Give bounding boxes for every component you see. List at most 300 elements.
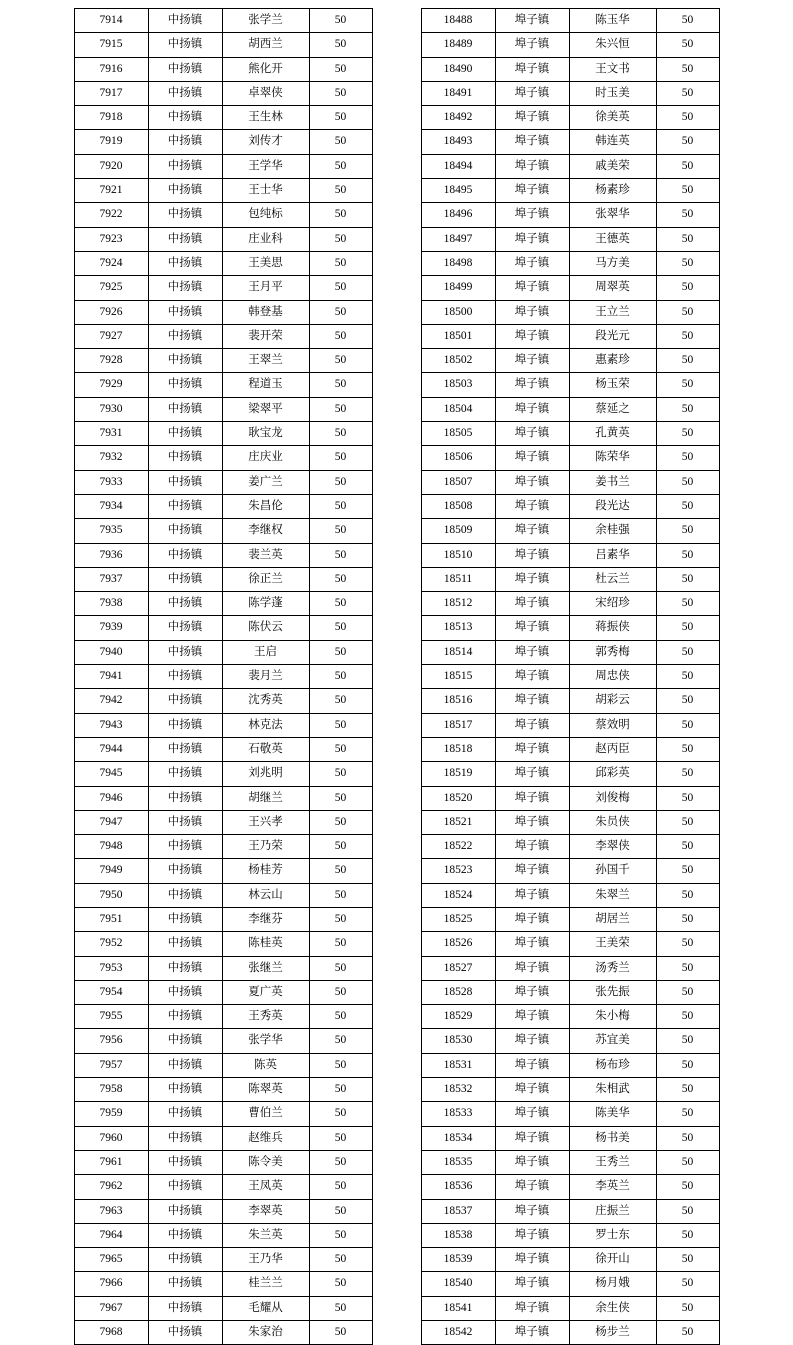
cell-name: 周忠侠 (569, 665, 656, 689)
cell-amount: 50 (656, 762, 719, 786)
table-row (421, 251, 719, 275)
cell-amount: 50 (656, 932, 719, 956)
cell-amount: 50 (656, 422, 719, 446)
cell-name: 包纯标 (222, 203, 309, 227)
cell-amount: 50 (309, 1053, 372, 1077)
cell-town: 埠子镇 (495, 1175, 569, 1199)
cell-town: 中扬镇 (148, 762, 222, 786)
cell-name: 王翠兰 (222, 349, 309, 373)
cell-amount: 50 (656, 543, 719, 567)
table-row (421, 519, 719, 543)
table-row (421, 203, 719, 227)
cell-amount: 50 (309, 1272, 372, 1296)
cell-town: 埠子镇 (495, 616, 569, 640)
cell-name: 朱员侠 (569, 810, 656, 834)
cell-id: 18497 (421, 227, 495, 251)
table-row (421, 470, 719, 494)
cell-town: 中扬镇 (148, 1199, 222, 1223)
cell-id: 18510 (421, 543, 495, 567)
cell-name: 裴兰英 (222, 543, 309, 567)
cell-town: 埠子镇 (495, 1078, 569, 1102)
cell-id: 7957 (74, 1053, 148, 1077)
table-row (74, 397, 372, 421)
cell-town: 埠子镇 (495, 349, 569, 373)
cell-town: 埠子镇 (495, 106, 569, 130)
cell-amount: 50 (656, 1126, 719, 1150)
cell-name: 庄业科 (222, 227, 309, 251)
cell-name: 陈玉华 (569, 9, 656, 33)
cell-amount: 50 (656, 446, 719, 470)
cell-name: 庄庆业 (222, 446, 309, 470)
cell-amount: 50 (309, 567, 372, 591)
cell-name: 李继芬 (222, 907, 309, 931)
cell-amount: 50 (656, 835, 719, 859)
cell-id: 7959 (74, 1102, 148, 1126)
cell-name: 杨步兰 (569, 1321, 656, 1345)
table-row (74, 956, 372, 980)
table-row (421, 1150, 719, 1174)
cell-amount: 50 (656, 494, 719, 518)
cell-id: 7967 (74, 1296, 148, 1320)
cell-amount: 50 (309, 616, 372, 640)
cell-amount: 50 (656, 1029, 719, 1053)
cell-town: 埠子镇 (495, 592, 569, 616)
cell-town: 中扬镇 (148, 300, 222, 324)
table-row (74, 1248, 372, 1272)
cell-amount: 50 (309, 1248, 372, 1272)
cell-town: 中扬镇 (148, 1102, 222, 1126)
cell-town: 埠子镇 (495, 980, 569, 1004)
table-row (421, 9, 719, 33)
cell-id: 18514 (421, 640, 495, 664)
cell-town: 中扬镇 (148, 713, 222, 737)
cell-town: 中扬镇 (148, 1223, 222, 1247)
cell-id: 7930 (74, 397, 148, 421)
table-row (421, 1248, 719, 1272)
table-row (421, 373, 719, 397)
cell-name: 王乃荣 (222, 835, 309, 859)
cell-id: 7942 (74, 689, 148, 713)
cell-id: 7915 (74, 33, 148, 57)
cell-id: 18525 (421, 907, 495, 931)
cell-name: 李继权 (222, 519, 309, 543)
table-row (421, 1199, 719, 1223)
table-row (74, 859, 372, 883)
cell-town: 埠子镇 (495, 1199, 569, 1223)
cell-amount: 50 (656, 1296, 719, 1320)
cell-name: 王立兰 (569, 300, 656, 324)
cell-amount: 50 (656, 665, 719, 689)
cell-amount: 50 (309, 1199, 372, 1223)
cell-town: 埠子镇 (495, 1005, 569, 1029)
cell-amount: 50 (309, 980, 372, 1004)
table-row (421, 640, 719, 664)
cell-id: 7940 (74, 640, 148, 664)
table-row (74, 130, 372, 154)
cell-town: 埠子镇 (495, 324, 569, 348)
table-row (421, 883, 719, 907)
cell-id: 18493 (421, 130, 495, 154)
cell-town: 埠子镇 (495, 300, 569, 324)
right-data-table (421, 8, 720, 1345)
cell-town: 中扬镇 (148, 810, 222, 834)
cell-amount: 50 (656, 1248, 719, 1272)
cell-id: 7914 (74, 9, 148, 33)
cell-name: 桂兰兰 (222, 1272, 309, 1296)
cell-town: 埠子镇 (495, 1053, 569, 1077)
cell-id: 18524 (421, 883, 495, 907)
table-row (74, 33, 372, 57)
cell-id: 7936 (74, 543, 148, 567)
cell-town: 埠子镇 (495, 835, 569, 859)
cell-town: 埠子镇 (495, 1102, 569, 1126)
cell-town: 埠子镇 (495, 397, 569, 421)
cell-town: 中扬镇 (148, 1150, 222, 1174)
cell-id: 18495 (421, 179, 495, 203)
cell-town: 埠子镇 (495, 810, 569, 834)
cell-name: 王美荣 (569, 932, 656, 956)
cell-name: 庄振兰 (569, 1199, 656, 1223)
cell-name: 杜云兰 (569, 567, 656, 591)
cell-id: 7929 (74, 373, 148, 397)
table-row (421, 33, 719, 57)
cell-name: 韩连英 (569, 130, 656, 154)
cell-id: 18533 (421, 1102, 495, 1126)
cell-town: 中扬镇 (148, 106, 222, 130)
cell-town: 埠子镇 (495, 689, 569, 713)
table-row (74, 349, 372, 373)
cell-amount: 50 (309, 57, 372, 81)
cell-name: 裴开荣 (222, 324, 309, 348)
cell-town: 中扬镇 (148, 1029, 222, 1053)
cell-id: 18521 (421, 810, 495, 834)
cell-name: 徐正兰 (222, 567, 309, 591)
cell-id: 18527 (421, 956, 495, 980)
cell-amount: 50 (309, 300, 372, 324)
cell-name: 蒋振侠 (569, 616, 656, 640)
cell-name: 刘俊梅 (569, 786, 656, 810)
cell-name: 罗士东 (569, 1223, 656, 1247)
cell-amount: 50 (656, 57, 719, 81)
cell-amount: 50 (309, 1126, 372, 1150)
table-row (74, 81, 372, 105)
cell-amount: 50 (309, 446, 372, 470)
cell-town: 埠子镇 (495, 1223, 569, 1247)
cell-id: 18518 (421, 737, 495, 761)
cell-id: 18515 (421, 665, 495, 689)
cell-name: 赵维兵 (222, 1126, 309, 1150)
cell-name: 戚美荣 (569, 154, 656, 178)
cell-id: 7952 (74, 932, 148, 956)
cell-name: 朱相武 (569, 1078, 656, 1102)
table-row (421, 81, 719, 105)
table-row (421, 786, 719, 810)
cell-amount: 50 (309, 786, 372, 810)
cell-amount: 50 (656, 33, 719, 57)
table-row (421, 57, 719, 81)
table-row (421, 1005, 719, 1029)
cell-name: 杨玉荣 (569, 373, 656, 397)
cell-name: 汤秀兰 (569, 956, 656, 980)
cell-amount: 50 (656, 373, 719, 397)
table-row (74, 1102, 372, 1126)
table-row (74, 251, 372, 275)
cell-amount: 50 (656, 616, 719, 640)
cell-id: 18534 (421, 1126, 495, 1150)
cell-amount: 50 (309, 373, 372, 397)
cell-name: 陈荣华 (569, 446, 656, 470)
cell-id: 7948 (74, 835, 148, 859)
cell-name: 马方美 (569, 251, 656, 275)
cell-town: 中扬镇 (148, 1175, 222, 1199)
cell-town: 中扬镇 (148, 9, 222, 33)
cell-amount: 50 (656, 1175, 719, 1199)
cell-name: 朱小梅 (569, 1005, 656, 1029)
table-row (74, 203, 372, 227)
cell-id: 7950 (74, 883, 148, 907)
cell-amount: 50 (656, 980, 719, 1004)
cell-town: 埠子镇 (495, 907, 569, 931)
table-row (421, 1175, 719, 1199)
table-row (74, 57, 372, 81)
cell-town: 埠子镇 (495, 1150, 569, 1174)
cell-town: 中扬镇 (148, 835, 222, 859)
cell-amount: 50 (309, 1029, 372, 1053)
cell-town: 中扬镇 (148, 1126, 222, 1150)
cell-id: 18488 (421, 9, 495, 33)
cell-id: 18502 (421, 349, 495, 373)
cell-amount: 50 (309, 1321, 372, 1345)
cell-name: 张学兰 (222, 9, 309, 33)
cell-id: 7958 (74, 1078, 148, 1102)
cell-id: 7920 (74, 154, 148, 178)
cell-id: 7917 (74, 81, 148, 105)
cell-amount: 50 (656, 227, 719, 251)
cell-amount: 50 (309, 519, 372, 543)
table-row (421, 859, 719, 883)
cell-town: 中扬镇 (148, 130, 222, 154)
table-row (421, 1223, 719, 1247)
cell-id: 7926 (74, 300, 148, 324)
cell-name: 赵丙臣 (569, 737, 656, 761)
table-row (74, 980, 372, 1004)
cell-id: 7934 (74, 494, 148, 518)
cell-town: 中扬镇 (148, 1005, 222, 1029)
cell-town: 埠子镇 (495, 154, 569, 178)
cell-id: 7927 (74, 324, 148, 348)
table-row (421, 446, 719, 470)
cell-name: 陈伏云 (222, 616, 309, 640)
cell-amount: 50 (309, 9, 372, 33)
cell-name: 王学华 (222, 154, 309, 178)
cell-name: 王秀英 (222, 1005, 309, 1029)
cell-id: 7941 (74, 665, 148, 689)
cell-id: 7924 (74, 251, 148, 275)
cell-amount: 50 (309, 1078, 372, 1102)
cell-name: 夏广英 (222, 980, 309, 1004)
cell-name: 陈桂英 (222, 932, 309, 956)
cell-town: 埠子镇 (495, 203, 569, 227)
cell-town: 中扬镇 (148, 1248, 222, 1272)
cell-name: 胡继兰 (222, 786, 309, 810)
cell-id: 7922 (74, 203, 148, 227)
cell-id: 7949 (74, 859, 148, 883)
cell-name: 杨桂芳 (222, 859, 309, 883)
table-row (421, 300, 719, 324)
cell-town: 中扬镇 (148, 1296, 222, 1320)
cell-id: 18491 (421, 81, 495, 105)
cell-town: 埠子镇 (495, 786, 569, 810)
cell-id: 18528 (421, 980, 495, 1004)
table-row (74, 446, 372, 470)
table-row (421, 1053, 719, 1077)
cell-id: 18506 (421, 446, 495, 470)
cell-id: 18512 (421, 592, 495, 616)
cell-name: 张继兰 (222, 956, 309, 980)
cell-amount: 50 (656, 640, 719, 664)
table-row (421, 422, 719, 446)
table-row (74, 786, 372, 810)
table-row (74, 810, 372, 834)
cell-town: 中扬镇 (148, 179, 222, 203)
cell-id: 18522 (421, 835, 495, 859)
cell-id: 18537 (421, 1199, 495, 1223)
cell-name: 蔡效明 (569, 713, 656, 737)
cell-amount: 50 (309, 665, 372, 689)
cell-town: 埠子镇 (495, 81, 569, 105)
cell-amount: 50 (309, 1005, 372, 1029)
table-row (421, 737, 719, 761)
table-row (421, 1102, 719, 1126)
cell-amount: 50 (656, 324, 719, 348)
cell-name: 杨月娥 (569, 1272, 656, 1296)
cell-town: 埠子镇 (495, 883, 569, 907)
cell-amount: 50 (656, 1102, 719, 1126)
cell-town: 中扬镇 (148, 689, 222, 713)
cell-town: 中扬镇 (148, 859, 222, 883)
cell-town: 埠子镇 (495, 422, 569, 446)
table-row (421, 1272, 719, 1296)
cell-town: 埠子镇 (495, 1321, 569, 1345)
cell-town: 埠子镇 (495, 567, 569, 591)
cell-name: 徐开山 (569, 1248, 656, 1272)
cell-id: 18501 (421, 324, 495, 348)
cell-id: 7966 (74, 1272, 148, 1296)
cell-id: 7923 (74, 227, 148, 251)
cell-amount: 50 (656, 883, 719, 907)
cell-name: 李翠英 (222, 1199, 309, 1223)
table-row (74, 324, 372, 348)
cell-id: 18540 (421, 1272, 495, 1296)
cell-amount: 50 (656, 1199, 719, 1223)
table-row (421, 349, 719, 373)
cell-id: 18519 (421, 762, 495, 786)
cell-name: 王文书 (569, 57, 656, 81)
cell-town: 埠子镇 (495, 543, 569, 567)
cell-town: 埠子镇 (495, 665, 569, 689)
cell-town: 中扬镇 (148, 640, 222, 664)
cell-name: 余生侠 (569, 1296, 656, 1320)
cell-town: 埠子镇 (495, 737, 569, 761)
table-row (421, 810, 719, 834)
table-row (74, 567, 372, 591)
cell-id: 7953 (74, 956, 148, 980)
table-row (421, 762, 719, 786)
table-row (74, 1150, 372, 1174)
cell-name: 曹伯兰 (222, 1102, 309, 1126)
cell-id: 18538 (421, 1223, 495, 1247)
cell-amount: 50 (656, 276, 719, 300)
cell-town: 埠子镇 (495, 713, 569, 737)
cell-amount: 50 (656, 130, 719, 154)
cell-id: 18500 (421, 300, 495, 324)
cell-amount: 50 (656, 1053, 719, 1077)
table-row (421, 494, 719, 518)
cell-amount: 50 (656, 300, 719, 324)
table-row (74, 543, 372, 567)
cell-name: 杨布珍 (569, 1053, 656, 1077)
cell-id: 7939 (74, 616, 148, 640)
cell-amount: 50 (309, 130, 372, 154)
cell-amount: 50 (309, 494, 372, 518)
cell-name: 胡彩云 (569, 689, 656, 713)
cell-name: 杨书美 (569, 1126, 656, 1150)
cell-town: 中扬镇 (148, 470, 222, 494)
cell-name: 段光元 (569, 324, 656, 348)
cell-id: 18490 (421, 57, 495, 81)
table-row (74, 1126, 372, 1150)
cell-name: 林云山 (222, 883, 309, 907)
cell-amount: 50 (309, 1102, 372, 1126)
cell-id: 7955 (74, 1005, 148, 1029)
table-row (421, 154, 719, 178)
cell-town: 埠子镇 (495, 640, 569, 664)
cell-id: 18517 (421, 713, 495, 737)
cell-name: 朱家治 (222, 1321, 309, 1345)
cell-amount: 50 (656, 859, 719, 883)
cell-id: 18520 (421, 786, 495, 810)
cell-name: 王乃华 (222, 1248, 309, 1272)
table-row (421, 227, 719, 251)
cell-town: 中扬镇 (148, 324, 222, 348)
cell-id: 18530 (421, 1029, 495, 1053)
cell-id: 18509 (421, 519, 495, 543)
cell-amount: 50 (309, 1150, 372, 1174)
cell-id: 7951 (74, 907, 148, 931)
cell-id: 18532 (421, 1078, 495, 1102)
table-row (74, 300, 372, 324)
cell-id: 7968 (74, 1321, 148, 1345)
cell-amount: 50 (656, 1005, 719, 1029)
cell-town: 埠子镇 (495, 227, 569, 251)
cell-id: 18539 (421, 1248, 495, 1272)
cell-town: 中扬镇 (148, 665, 222, 689)
table-row (74, 762, 372, 786)
cell-id: 7919 (74, 130, 148, 154)
cell-amount: 50 (656, 1078, 719, 1102)
cell-amount: 50 (309, 907, 372, 931)
cell-town: 埠子镇 (495, 932, 569, 956)
cell-town: 中扬镇 (148, 1272, 222, 1296)
table-row (421, 324, 719, 348)
table-row (74, 616, 372, 640)
cell-id: 7962 (74, 1175, 148, 1199)
cell-name: 刘兆明 (222, 762, 309, 786)
cell-id: 7964 (74, 1223, 148, 1247)
cell-name: 邱彩英 (569, 762, 656, 786)
table-row (421, 956, 719, 980)
cell-amount: 50 (309, 276, 372, 300)
